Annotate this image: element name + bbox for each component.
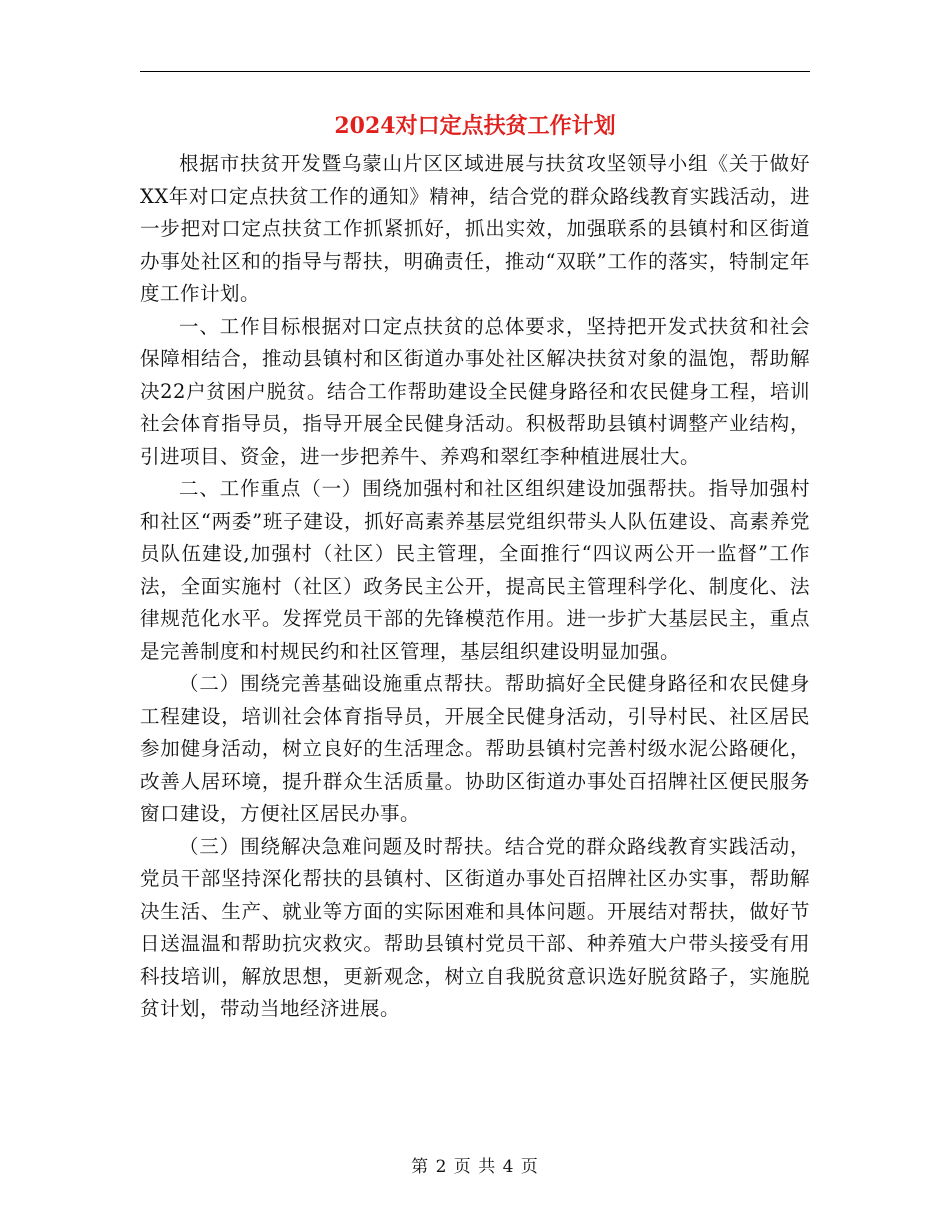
paragraph-focus-2: （二）围绕完善基础设施重点帮扶。帮助搞好全民健身路径和农民健身工程建设，培训社会体育指导员，开展全民健身活动，引导村民、社区居民参加健身活动，树立良好的生活理念。帮助县镇村完善村级水泥公路硬化，改善人居环境，提升群众生活质量。协助区街道办事处百招牌社区便民服务窗口建设，方便社区居民办事。 xyxy=(140,672,810,825)
header-rule xyxy=(140,71,810,72)
paragraph-focus-1: 二、工作重点（一）围绕加强村和社区组织建设加强帮扶。指导加强村和社区“两委”班子建设，抓好高素养基层党组织带头人队伍建设、高素养党员队伍建设,加强村（社区）民主管理，全面推行“四议两公开一监督”工作法，全面实施村（社区）政务民主公开，提高民主管理科学化、制度化、法律规范化水平。发挥党员干部的先锋模范作用。进一步扩大基层民主，重点是完善制度和村规民约和社区管理，基层组织建设明显加强。 xyxy=(140,477,810,663)
paragraph-focus-3: （三）围绕解决急难问题及时帮扶。结合党的群众路线教育实践活动，党员干部坚持深化帮扶的县镇村、区街道办事处百招牌社区办实事，帮助解决生活、生产、就业等方面的实际困难和具体问题。开展结对帮扶，做好节日送温温和帮助抗灾救灾。帮助县镇村党员干部、种养殖大户带头接受有用科技培训，解放思想，更新观念，树立自我脱贫意识选好脱贫路子，实施脱贫计划，带动当地经济进展。 xyxy=(140,834,810,1020)
document-title: 2024对口定点扶贫工作计划 xyxy=(334,113,616,139)
page-number-footer: 第 2 页 共 4 页 xyxy=(411,1157,539,1177)
document-body xyxy=(140,148,810,1026)
paragraph-intro: 根据市扶贫开发暨乌蒙山片区区域进展与扶贫攻坚领导小组《关于做好XX年对口定点扶贫工作的通知》精神，结合党的群众路线教育实践活动，进一步把对口定点扶贫工作抓紧抓好，抓出实效，加强联系的县镇村和区街道办事处社区和的指导与帮扶，明确责任，推动“双联”工作的落实，特制定年度工作计划。 xyxy=(140,152,810,305)
paragraph-goals: 一、工作目标根据对口定点扶贫的总体要求，坚持把开发式扶贫和社会保障相结合，推动县镇村和区街道办事处社区解决扶贫对象的温饱，帮助解决22户贫困户脱贫。结合工作帮助建设全民健身路径和农民健身工程，培训社会体育指导员，指导开展全民健身活动。积极帮助县镇村调整产业结构，引进项目、资金，进一步把养牛、养鸡和翠红李种植进展壮大。 xyxy=(140,314,810,468)
